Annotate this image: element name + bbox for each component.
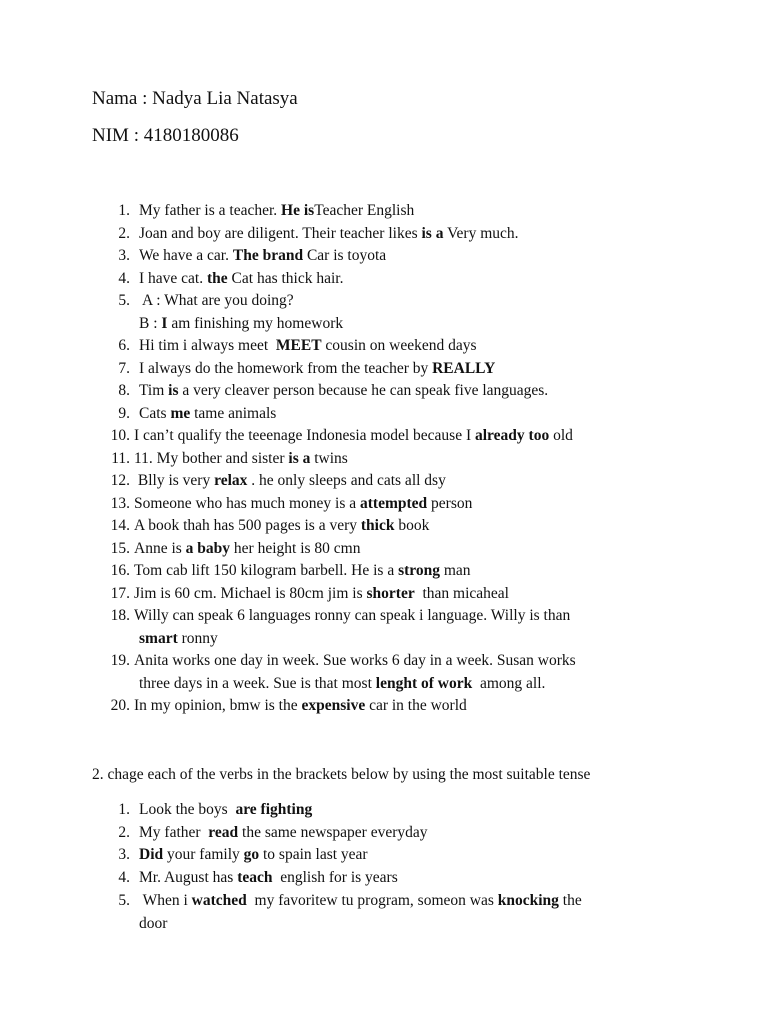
bold-answer: me: [170, 404, 191, 422]
list-item-number: 13.: [110, 494, 130, 512]
text-segment: I have cat.: [139, 269, 207, 287]
bold-answer: strong: [398, 562, 440, 579]
text-segment: twins: [310, 449, 348, 467]
list-item-text: [139, 892, 582, 910]
bold-answer: the: [207, 269, 228, 287]
text-segment: man: [440, 562, 471, 579]
list-item-text: [134, 697, 467, 715]
text-segment: your family: [163, 846, 244, 864]
bold-answer: already too: [475, 427, 550, 444]
list-item-text: [134, 495, 472, 513]
text-segment: Cat has thick hair.: [227, 269, 344, 287]
text-segment: ronny: [177, 629, 218, 647]
text-segment: three days in a week. Sue is that most: [139, 674, 376, 692]
text-segment: my favoritew tu program, someon was: [246, 891, 498, 909]
text-segment: to spain last year: [259, 846, 368, 864]
list-item-text: [139, 292, 294, 310]
list-item-number: 3.: [118, 247, 130, 264]
text-segment: person: [427, 494, 473, 512]
list-item-text: [134, 427, 573, 445]
list-item-number: 18.: [110, 607, 130, 624]
list-item-text: [134, 450, 348, 468]
list-item-text: [139, 915, 167, 933]
list-item-text: [134, 585, 509, 603]
list-item-number: 20.: [110, 697, 130, 714]
text-segment: Jim is 60 cm. Michael is 80cm jim is: [134, 584, 367, 602]
list-item-text: [139, 846, 368, 864]
list-item-text: [139, 824, 428, 842]
bold-answer: MEET: [275, 337, 322, 354]
list-item-number: 3.: [118, 846, 130, 864]
list-item-text: [139, 360, 495, 378]
bold-answer: relax: [214, 472, 248, 489]
bold-answer: is a: [288, 449, 311, 467]
list-item-number: 2.: [118, 224, 130, 242]
bold-answer: a baby: [185, 539, 231, 557]
list-item-number: 7.: [118, 359, 130, 377]
bold-answer: teach: [237, 869, 273, 887]
list-item-text: [139, 675, 545, 693]
list-item-number: 10.: [110, 427, 130, 444]
bold-answer: attempted: [360, 494, 428, 512]
text-segment: Mr. August has: [139, 869, 238, 887]
bold-answer: expensive: [301, 697, 366, 714]
student-nim: NIM : 4180180086: [92, 125, 239, 146]
bold-answer: knocking: [497, 891, 559, 909]
text-segment: Tim: [139, 382, 169, 399]
list-item-text: [134, 607, 570, 625]
bold-answer: thick: [360, 517, 395, 534]
bold-answer: is: [168, 382, 179, 399]
list-item-number: 4.: [118, 869, 130, 887]
list-item-number: 19.: [110, 652, 130, 669]
bold-answer: smart: [139, 629, 178, 647]
list-item-text: [139, 801, 312, 819]
list-item-text: [139, 337, 477, 355]
list-item-number: 2.: [118, 823, 130, 841]
bold-answer: watched: [191, 891, 247, 909]
text-segment: My father: [139, 823, 209, 841]
text-segment: Anne is: [134, 539, 186, 557]
list-item-text: [139, 225, 519, 243]
text-segment: than micaheal: [414, 584, 509, 602]
student-name: Nama : Nadya Lia Natasya: [92, 88, 298, 109]
list-item-text: [134, 517, 429, 535]
list-item-number: 4.: [118, 269, 130, 287]
exercise-2-title: 2. chage each of the verbs in the brackets below by using the most suitable tense: [92, 766, 591, 783]
text-segment: I always do the homework from the teacher by: [139, 359, 433, 377]
list-item-number: 8.: [118, 382, 130, 399]
list-item-number: 16.: [110, 562, 130, 579]
bold-answer: He is: [281, 202, 315, 219]
text-segment: cousin on weekend days: [321, 337, 477, 354]
list-item-number: 11.: [111, 449, 130, 467]
text-segment: the: [558, 891, 582, 909]
bold-answer: read: [208, 823, 239, 841]
text-segment: Anita works one day in week. Sue works 6 day in a week. Susan works: [134, 652, 576, 669]
bold-answer: Did: [139, 846, 164, 864]
text-segment: english for is years: [272, 869, 398, 887]
bold-answer: go: [243, 846, 260, 864]
text-segment: Cats: [139, 404, 171, 422]
text-segment: book: [394, 517, 430, 534]
text-segment: Teacher English: [314, 202, 415, 219]
text-segment: My father is a teacher.: [139, 202, 282, 219]
list-item-text: [134, 562, 471, 580]
text-segment: car in the world: [365, 697, 467, 714]
list-item-text: [134, 652, 576, 670]
list-item-text: [139, 405, 276, 423]
bold-answer: The brand: [232, 247, 304, 264]
text-segment: her height is 80 cmn: [230, 539, 361, 557]
text-segment: Very much.: [443, 224, 519, 242]
text-segment: Car is toyota: [303, 247, 387, 264]
list-item-number: 15.: [110, 539, 130, 557]
text-segment: the same newspaper everyday: [238, 823, 428, 841]
bold-answer: is a: [421, 224, 444, 242]
text-segment: A book thah has 500 pages is a very: [134, 517, 361, 534]
list-item-number: 12.: [110, 472, 130, 489]
text-segment: Joan and boy are diligent. Their teacher likes: [139, 224, 422, 242]
bold-answer: lenght of work: [375, 674, 473, 692]
text-segment: Look the boys: [139, 801, 236, 818]
text-segment: Hi tim i always meet: [139, 337, 276, 354]
text-segment: We have a car.: [139, 247, 233, 264]
list-item-number: 1.: [118, 202, 130, 219]
text-segment: Willy can speak 6 languages ronny can speak i language. Willy is than: [134, 607, 571, 624]
list-item-number: 14.: [110, 517, 130, 534]
list-item-number: 1.: [118, 801, 130, 818]
text-segment: In my opinion, bmw is the: [134, 697, 302, 714]
text-segment: Tom cab lift 150 kilogram barbell. He is a: [134, 562, 399, 579]
list-item-number: 17.: [110, 584, 130, 602]
bold-answer: REALLY: [432, 359, 496, 377]
list-item-text: [139, 247, 386, 265]
list-item-text: [139, 315, 343, 333]
bold-answer: I: [161, 314, 168, 332]
text-segment: a very cleaver person because he can speak five languages.: [178, 382, 549, 399]
text-segment: Blly is very: [134, 472, 215, 489]
text-segment: 11. My bother and sister: [134, 449, 289, 467]
list-item-number: 5.: [118, 292, 130, 309]
bold-answer: are fighting: [235, 801, 313, 818]
text-segment: old: [549, 427, 573, 444]
list-item-text: [134, 472, 446, 490]
list-item-number: 5.: [118, 891, 130, 909]
text-segment: door: [139, 914, 168, 932]
text-segment: am finishing my homework: [167, 314, 344, 332]
list-item-text: [139, 630, 218, 648]
text-segment: When i: [139, 891, 192, 909]
text-segment: B :: [139, 314, 162, 332]
text-segment: . he only sleeps and cats all dsy: [247, 472, 446, 489]
list-item-text: [139, 270, 343, 288]
text-segment: I can’t qualify the teeenage Indonesia model because I: [134, 427, 475, 444]
list-item-number: 6.: [118, 337, 130, 354]
list-item-text: [139, 202, 414, 220]
list-item-text: [139, 869, 398, 887]
text-segment: among all.: [472, 674, 546, 692]
text-segment: A : What are you doing?: [139, 292, 294, 309]
bold-answer: shorter: [366, 584, 415, 602]
list-item-text: [139, 382, 548, 400]
list-item-number: 9.: [118, 404, 130, 422]
text-segment: Someone who has much money is a: [134, 494, 361, 512]
text-segment: tame animals: [190, 404, 277, 422]
list-item-text: [134, 540, 360, 558]
